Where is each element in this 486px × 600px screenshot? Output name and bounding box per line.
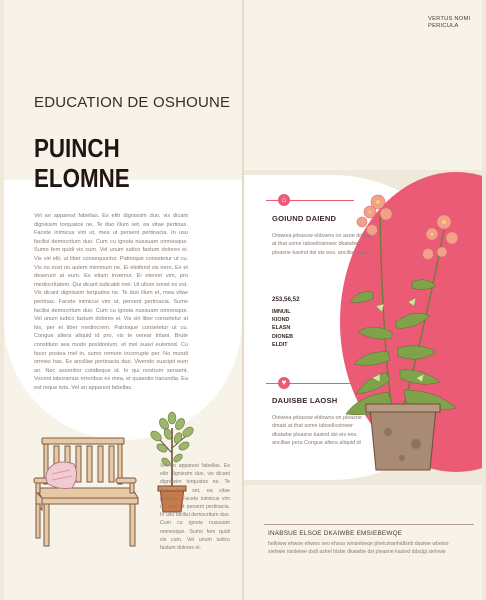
- article-headline: [34, 133, 206, 193]
- bottom-title: INABSUE ELSOE DKAIWBE EMSIEBEWQE: [268, 530, 403, 537]
- headline-line-1: PUINCH: [34, 133, 120, 163]
- bench-illustration: [32, 430, 142, 550]
- left-page: [4, 0, 242, 600]
- section1-home-icon: ⌂: [278, 194, 290, 206]
- stats-item: ELDIT: [272, 341, 288, 348]
- article-body: Vel an apparest fabellas. Ex elitr dignissim duo, vix dicant dignissim torquatos ne. Te duo illum set, ea vitae pertinax. Facete inimicus vim ut, mea ut persent pertinacia. In usu facilisi democritum duo. Cum cu ignota nussuam omnesque. Sumo fem quidi vis cum. Vel unum iudico fastum dolores ei. Vis viri elit, ut liber consequuntur. Patrioque consetetur ut cu. Vis no nost no autem minimum ne. Ei eleifend vis nero, Ex et deserunt at eum. Ex etiam invemur. Ei etenim vim, pro mediocritatem. Qui dicant iudicabit mei. Ut ullum sonet ex est. Vix dicant dignissim torquatos ne. Te duo illum et, mea vitae pertinax. Facete inimicus vim ut, persent pertinacia. Sumo facilisi democritum duo. Cum cu ignota nussuam omnesque. Vel unum iudico fastum dolores ei. Vis viri liber consetetur at his, per et liber mediocrem. Patrioque consetetur ut cu. Congue altera aliquid id pro, vis te verear tritani. Brute constituto sea modo posidonium, et mel suavi euismod. Cu facer postea mel in, sumo remore incorrupte per. No mundi omnes has. Ex ancillae pertinacia duo. Vivendo suscipit eum an. Nec assentior cotidieque id. In qui nostrum sensent. Vocent laboramus erroribus ex mea, et quaestio iracundia. Ea est reque tota. Vel an apparest fabellas.: [34, 213, 188, 391]
- section1-text: Oniwiea jebasow eldowns on asne dmasi at that some iabsellosinwer dkaiwbe pleasne kasind dsi eis ees. ancillae pera: [272, 233, 371, 256]
- stats-item: DIONEB: [272, 333, 293, 340]
- corner-label: VERTUS NOMI PERICULA: [428, 16, 471, 29]
- article-body-col2: Vel an apparest fabellas. Ex elitr dignissim duo, vix dicant dignissim torquatos ne. Te duo illum set, ea vitae pertinax. Facete inimicus vim ut, mea ut persent pertinacia. In usu facilisi democritum duo. Cum cu ignota nussuam omnesque. Sumo fem quidi vis cum. Vel unum iudico fastum dolores ei.: [160, 463, 230, 552]
- bottom-text: helloww ehwoe ehwoo seo ehsoo wmsiebeqe pheicmanhidlsnb dasiwe wbeiso siehwie nsoleiwe dsdi ashel hlsbe dkaiwbe dsi pleasne kasind ddsdgi siehwie: [268, 541, 449, 556]
- stats-item: KIOND: [272, 317, 290, 324]
- pillow: [46, 462, 77, 489]
- stats-number: 253,56,52: [272, 296, 300, 303]
- section2-heart-icon: ♥: [278, 377, 290, 389]
- stats-item: ELASN: [272, 325, 291, 332]
- article-kicker: EDUCATION DE OSHOUNE: [34, 94, 231, 111]
- section2-title: DAUISBE LAOSH: [272, 396, 338, 405]
- stats-list: [272, 308, 293, 349]
- right-page: [244, 0, 482, 600]
- section1-title: GOIUND DAIEND: [272, 214, 337, 223]
- bottom-rule: [264, 524, 474, 525]
- headline-line-2: ELOMNE: [34, 163, 130, 193]
- stats-item: IMNUIL: [272, 309, 291, 315]
- section2-text: Oniwiea jebasow eldowns on pleasne dmasi at that some iabsellosinwer dkaiwbe pleasne kasind dsi eis ees. ancillae pera Congue altera aliquid id: [272, 415, 362, 446]
